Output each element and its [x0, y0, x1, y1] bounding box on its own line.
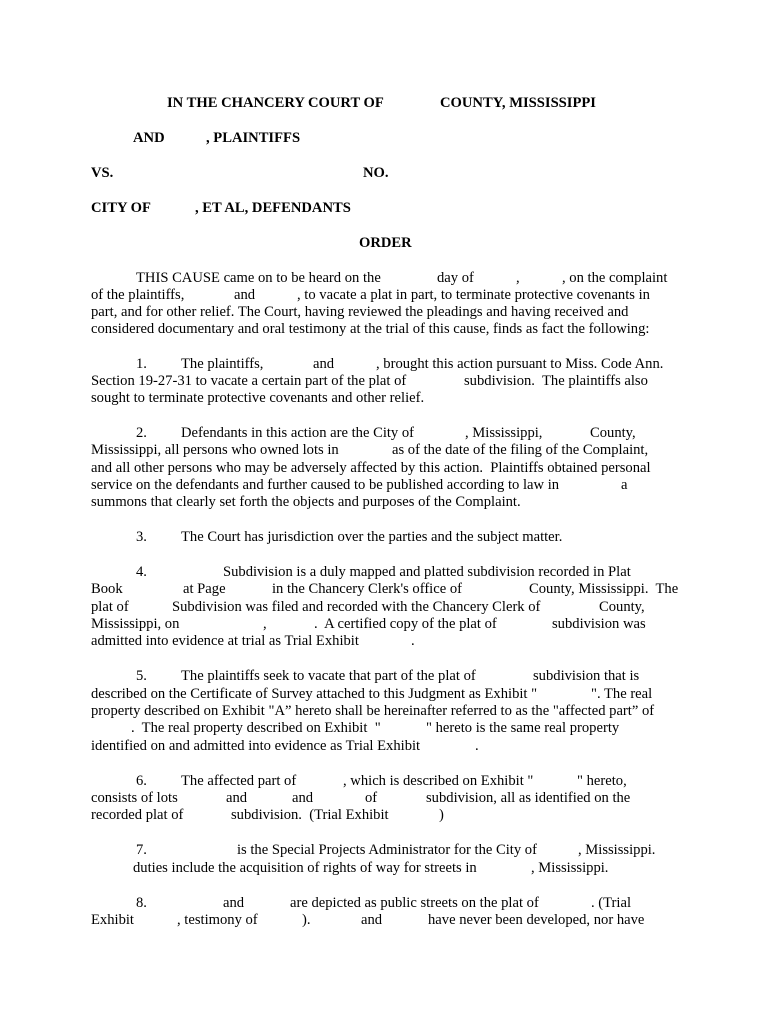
- paragraph-text: consists of lots: [91, 790, 178, 806]
- paragraph-text: subdivision. (Trial Exhibit: [231, 807, 389, 823]
- paragraph-text: County,: [590, 425, 636, 441]
- paragraph-number: 3.: [136, 529, 147, 545]
- paragraph-text: . The real property described on Exhibit ": [131, 720, 381, 736]
- paragraph-text: and: [223, 895, 245, 911]
- paragraph-text: Section 19-27-31 to vacate a certain part of the plat of: [91, 373, 407, 389]
- paragraph-text: as of the date of the filing of the Complaint,: [392, 442, 649, 458]
- paragraph-text: subdivision. The plaintiffs also: [464, 373, 648, 389]
- intro-text: ,: [516, 270, 520, 286]
- paragraph-text: , brought this action pursuant to Miss. Code Ann.: [376, 356, 664, 372]
- paragraph-text: ).: [302, 912, 311, 928]
- paragraph-text: Subdivision was filed and recorded with the Chancery Clerk of: [172, 599, 541, 615]
- paragraph-text: " hereto is the same real property: [426, 720, 620, 736]
- paragraph-text: , Mississippi,: [465, 425, 543, 441]
- paragraph-text: subdivision, all as identified on the: [426, 790, 631, 806]
- paragraph-text: Mississippi, on: [91, 616, 180, 632]
- paragraph-text: of: [365, 790, 378, 806]
- paragraph-text: , testimony of: [177, 912, 258, 928]
- order-title: ORDER: [359, 235, 412, 251]
- plaintiffs-and: AND: [133, 130, 165, 146]
- paragraph-text: " hereto,: [577, 773, 627, 789]
- paragraph-number: 2.: [136, 425, 147, 441]
- paragraph-text: subdivision that is: [533, 668, 640, 684]
- case-number-label: NO.: [363, 165, 389, 181]
- paragraph-text: . (Trial: [591, 895, 632, 911]
- versus-label: VS.: [91, 165, 114, 181]
- paragraph-text: is the Special Projects Administrator for the City of: [237, 842, 537, 858]
- intro-text: and: [234, 287, 256, 303]
- paragraph-text: Book: [91, 581, 123, 597]
- paragraph-text: plat of: [91, 599, 129, 615]
- paragraph-text: The Court has jurisdiction over the parties and the subject matter.: [181, 529, 563, 545]
- paragraph-text: recorded plat of: [91, 807, 184, 823]
- paragraph-text: , Mississippi.: [578, 842, 656, 858]
- paragraph-text: Subdivision is a duly mapped and platted subdivision recorded in Plat: [223, 564, 631, 580]
- paragraph-text: and: [313, 356, 335, 372]
- paragraph-number: 4.: [136, 564, 147, 580]
- paragraph-text: and: [226, 790, 248, 806]
- paragraph-number: 5.: [136, 668, 147, 684]
- paragraph-text: identified on and admitted into evidence as Trial Exhibit: [91, 738, 421, 754]
- defendants-label: , ET AL, DEFENDANTS: [195, 200, 351, 216]
- paragraph-number: 7.: [136, 842, 147, 858]
- paragraph-text: The plaintiffs,: [181, 356, 264, 372]
- defendants-prefix: CITY OF: [91, 200, 151, 216]
- intro-text: day of: [437, 270, 474, 286]
- paragraph-text: have never been developed, nor have: [428, 912, 645, 928]
- paragraph-text: are depicted as public streets on the plat of: [290, 895, 539, 911]
- paragraph-number: 8.: [136, 895, 147, 911]
- paragraph-text: admitted into evidence at trial as Trial Exhibit: [91, 633, 359, 649]
- plaintiffs-label: , PLAINTIFFS: [206, 130, 301, 146]
- paragraph-text: and: [361, 912, 383, 928]
- paragraph-text: ): [439, 807, 444, 823]
- paragraph-text: County, Mississippi. The: [529, 581, 679, 597]
- paragraph-text: and all other persons who may be adversely affected by this action. Plaintiffs obtained personal: [91, 460, 651, 476]
- paragraph-text: property described on Exhibit "A” hereto shall be hereinafter referred to as the "affected part” of: [91, 703, 655, 719]
- paragraph-number: 6.: [136, 773, 147, 789]
- paragraph-text: . A certified copy of the plat of: [314, 616, 497, 632]
- paragraph-text: summons that clearly set forth the objects and purposes of the Complaint.: [91, 494, 521, 510]
- paragraph-text: The plaintiffs seek to vacate that part of the plat of: [181, 668, 476, 684]
- paragraph-text: .: [475, 738, 479, 754]
- intro-text: , to vacate a plat in part, to terminate protective covenants in: [297, 287, 650, 303]
- intro-text: of the plaintiffs,: [91, 287, 185, 303]
- paragraph-text: , Mississippi.: [531, 860, 609, 876]
- paragraph-text: duties include the acquisition of rights of way for streets in: [133, 860, 477, 876]
- paragraph-text: Exhibit: [91, 912, 134, 928]
- paragraph-number: 1.: [136, 356, 147, 372]
- intro-text: THIS CAUSE came on to be heard on the: [136, 270, 381, 286]
- intro-text: considered documentary and oral testimony at the trial of this cause, finds as fact the following:: [91, 321, 650, 337]
- paragraph-text: a: [621, 477, 628, 493]
- paragraph-text: ,: [263, 616, 267, 632]
- intro-text: part, and for other relief. The Court, having reviewed the pleadings and having received and: [91, 304, 629, 320]
- paragraph-text: sought to terminate protective covenants and other relief.: [91, 390, 425, 406]
- paragraph-text: Defendants in this action are the City of: [181, 425, 415, 441]
- paragraph-text: Mississippi, all persons who owned lots in: [91, 442, 339, 458]
- paragraph-text: at Page: [183, 581, 226, 597]
- intro-text: , on the complaint: [562, 270, 668, 286]
- paragraph-text: .: [411, 633, 415, 649]
- paragraph-text: service on the defendants and further caused to be published according to law in: [91, 477, 560, 493]
- paragraph-text: in the Chancery Clerk's office of: [272, 581, 462, 597]
- court-heading-part2: COUNTY, MISSISSIPPI: [440, 95, 596, 111]
- paragraph-text: subdivision was: [552, 616, 646, 632]
- court-heading-part1: IN THE CHANCERY COURT OF: [167, 95, 384, 111]
- paragraph-text: County,: [599, 599, 645, 615]
- paragraph-text: The affected part of: [181, 773, 297, 789]
- paragraph-text: , which is described on Exhibit ": [343, 773, 534, 789]
- paragraph-text: ". The real: [591, 686, 653, 702]
- paragraph-text: described on the Certificate of Survey attached to this Judgment as Exhibit ": [91, 686, 538, 702]
- paragraph-text: and: [292, 790, 314, 806]
